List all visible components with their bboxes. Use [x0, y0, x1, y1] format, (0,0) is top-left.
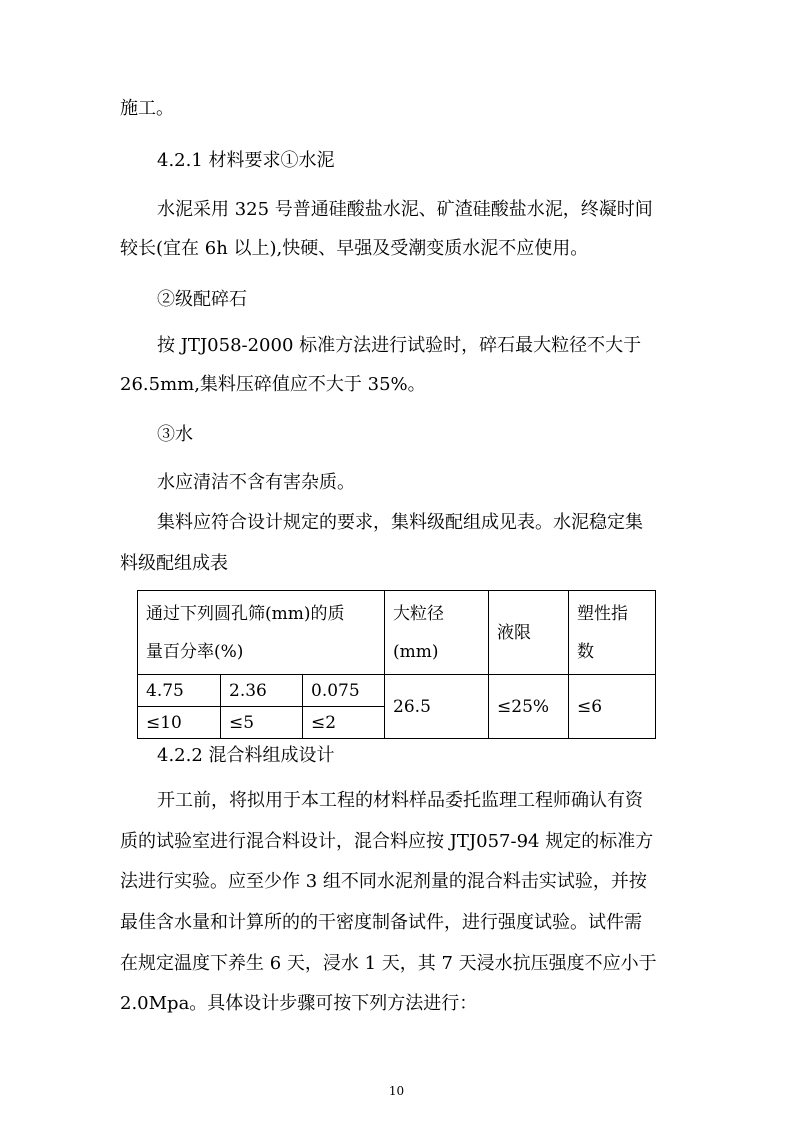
section-heading: 4.2.2 混合料组成设计	[157, 745, 335, 766]
header-plasticity-index: 塑性指 数	[569, 591, 656, 675]
header-liquid-limit: 液限	[489, 591, 569, 675]
text-line: 按 JTJ058-2000 标准方法进行试验时，碎石最大粒径不大于	[157, 335, 642, 356]
text-line: 水应清洁不含有害杂质。	[157, 472, 355, 493]
text-line: 法进行实验。应至少作 3 组不同水泥剂量的混合料击实试验，并按	[120, 871, 647, 892]
liquid-limit-value: ≤25%	[489, 675, 569, 739]
subheading: ②级配碎石	[157, 289, 247, 310]
text-line: 在规定温度下养生 6 天，浸水 1 天，其 7 天浸水抗压强度不应小于	[120, 953, 657, 974]
text-line: 2.0Mpa。具体设计步骤可按下列方法进行：	[120, 993, 478, 1014]
passing-limit-cell: ≤10	[138, 707, 221, 739]
sieve-size-cell: 0.075	[303, 675, 385, 707]
section-heading: 4.2.1 材料要求①水泥	[157, 150, 335, 171]
text-line: 集料应符合设计规定的要求，集料级配组成见表。水泥稳定集	[157, 512, 643, 533]
max-size-value: 26.5	[385, 675, 489, 739]
sieve-size-cell: 4.75	[138, 675, 221, 707]
plasticity-value: ≤6	[569, 675, 656, 739]
table-caption: 料级配组成表	[120, 553, 228, 574]
text-line: 开工前，将拟用于本工程的材料样品委托监理工程师确认有资	[157, 790, 643, 811]
subheading: ③水	[157, 424, 193, 445]
text-line: 质的试验室进行混合料设计，混合料应按 JTJ057-94 规定的标准方	[120, 831, 654, 852]
text-line: 施工。	[120, 98, 174, 119]
gradation-table	[137, 590, 656, 739]
header-passing-percentage: 通过下列圆孔筛(mm)的质 量百分率(%)	[138, 591, 385, 675]
sieve-size-cell: 2.36	[221, 675, 303, 707]
text-line: 26.5mm,集料压碎值应不大于 35%。	[120, 374, 426, 395]
text-line: 水泥采用 325 号普通硅酸盐水泥、矿渣硅酸盐水泥，终凝时间	[157, 199, 653, 220]
passing-limit-cell: ≤2	[303, 707, 385, 739]
header-max-particle-size: 大粒径 (mm)	[385, 591, 489, 675]
text-line: 较长(宜在 6h 以上),快硬、早强及受潮变质水泥不应使用。	[120, 238, 589, 259]
passing-limit-cell: ≤5	[221, 707, 303, 739]
text-line: 最佳含水量和计算所的的干密度制备试件，进行强度试验。试件需	[120, 912, 642, 933]
page-number: 10	[388, 1084, 405, 1098]
